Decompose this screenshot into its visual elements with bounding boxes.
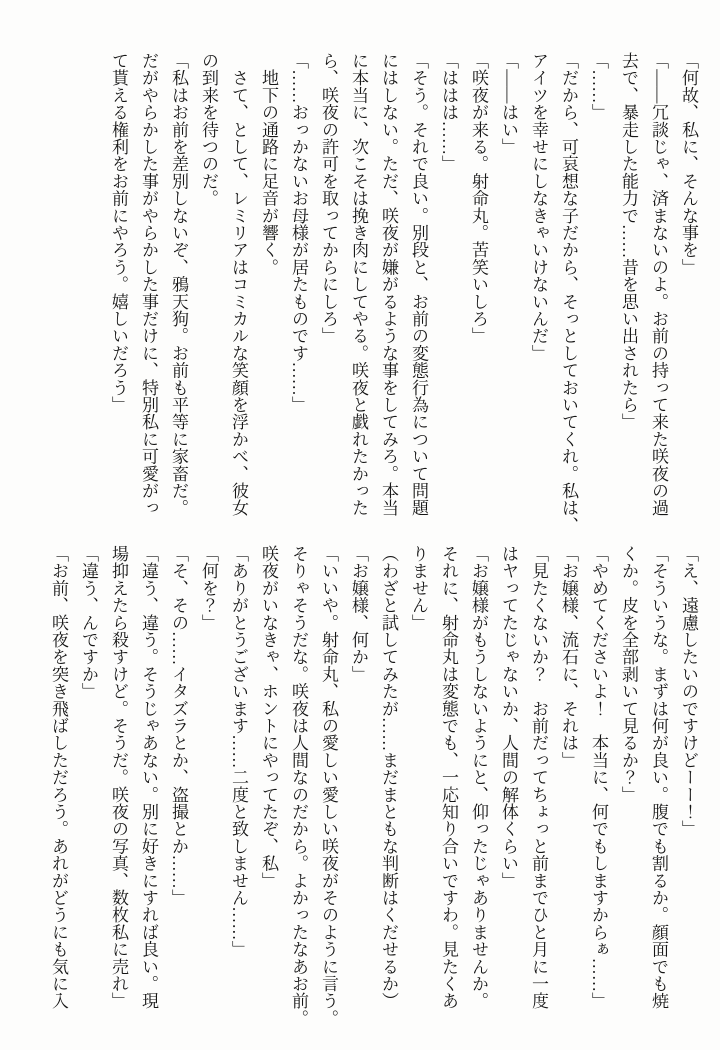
text-line: 「――はい」 — [499, 52, 518, 156]
text-line: の到来を待つのだ。 — [199, 52, 218, 207]
text-line: だがやらかした事がやらかした事だけに、特別私に可愛がっ — [139, 52, 158, 517]
text-line: 「咲夜が来る。射命丸。苦笑いしろ」 — [469, 52, 488, 345]
text-line: 「違う、んですか」 — [79, 545, 98, 700]
text-line: 「え、遠慮したいのですけどーー！」 — [679, 545, 698, 838]
text-line: 「だから、可哀想な子だから、そっとしておいてくれ。私は、 — [559, 52, 578, 534]
text-line: 去で、暴走した能力で……昔を思い出されたら」 — [619, 52, 638, 431]
text-line: 咲夜がいなきゃ、ホントにやってたぞ、私」 — [259, 545, 278, 889]
text-line: アイツを幸せにしなきゃいけないんだ」 — [529, 52, 548, 362]
text-line: 「いいや。射命丸、私の愛しい愛しい咲夜がそのように言う。 — [319, 545, 338, 1027]
text-line: 「ありがとうございます……二度と致しません……」 — [229, 545, 248, 958]
text-line: 「お嬢様、何か」 — [349, 545, 368, 683]
text-line: 「お嬢様がもうしないようにと、仰ったじゃありませんか。 — [469, 545, 488, 1010]
text-line: 「違う、違う。そうじゃあない。別に好きにすれば良い。現 — [139, 545, 158, 1010]
text-line: 「ははは……」 — [439, 52, 458, 173]
text-line: にはしない。ただ、咲夜が嫌がるような事をしてみろ。本当 — [379, 52, 398, 517]
text-line: 「何を？」 — [199, 545, 218, 631]
text-line: くか。皮を全部剥いて見るか？」 — [619, 545, 638, 803]
text-line: 「そ、その……イタズラとか、盗撮とか……」 — [169, 545, 188, 907]
text-line: りません」 — [409, 545, 428, 631]
text-line: 「――冗談じゃ、済まないのよ。お前の持って来た咲夜の過 — [649, 52, 668, 517]
text-line: 地下の通路に足音が響く。 — [259, 52, 278, 276]
text-line: （わざと試してみたが……まだまともな判断はくだせるか） — [379, 545, 398, 1010]
text-line: 「そう。それで良い。別段と、お前の変態行為について問題 — [409, 52, 428, 517]
text-line: 「何故、私に、そんな事を」 — [679, 52, 698, 276]
text-line: に本当に、次こそは挽き肉にしてやる。咲夜と戯れたかった — [349, 52, 368, 517]
text-line: 「お嬢様、流石に、それは」 — [559, 545, 578, 769]
text-line: 「見たくないか？ お前だってちょっと前までひと月に一度 — [529, 545, 548, 1010]
text-block-top — [103, 52, 703, 534]
text-line: 「お前、咲夜を突き飛ばしただろう。あれがどうにも気に入 — [49, 545, 68, 1010]
text-line: ら、咲夜の許可を取ってからにしろ」 — [319, 52, 338, 345]
text-line: 「そういうな。まずは何が良い。腹でも割るか。顔面でも焼 — [649, 545, 668, 1010]
text-line: 場抑えたら殺すけど。そうだ。咲夜の写真、数枚私に売れ」 — [109, 545, 128, 1010]
text-line: て貰える権利をお前にやろう。嬉しいだろう」 — [109, 52, 128, 414]
text-line: 「……」 — [589, 52, 608, 121]
text-line: 「やめてくださいよ！ 本当に、何でもしますからぁ……」 — [589, 545, 608, 1010]
text-line: 「私はお前を差別しないぞ、鴉天狗。お前も平等に家畜だ。 — [169, 52, 188, 517]
text-line: さて、として、レミリアはコミカルな笑顔を浮かべ、彼女 — [229, 52, 248, 517]
text-line: 「……おっかないお母様が居たものです……」 — [289, 52, 308, 414]
text-line: はヤってたじゃないか、人間の解体くらい」 — [499, 545, 518, 889]
text-line: そりゃそうだな。咲夜は人間なのだから。よかったなあお前。 — [289, 545, 308, 1027]
text-line: それに、射命丸は変態でも、一応知り合いですわ。見たくあ — [439, 545, 458, 1010]
text-block-bottom — [43, 545, 703, 1027]
